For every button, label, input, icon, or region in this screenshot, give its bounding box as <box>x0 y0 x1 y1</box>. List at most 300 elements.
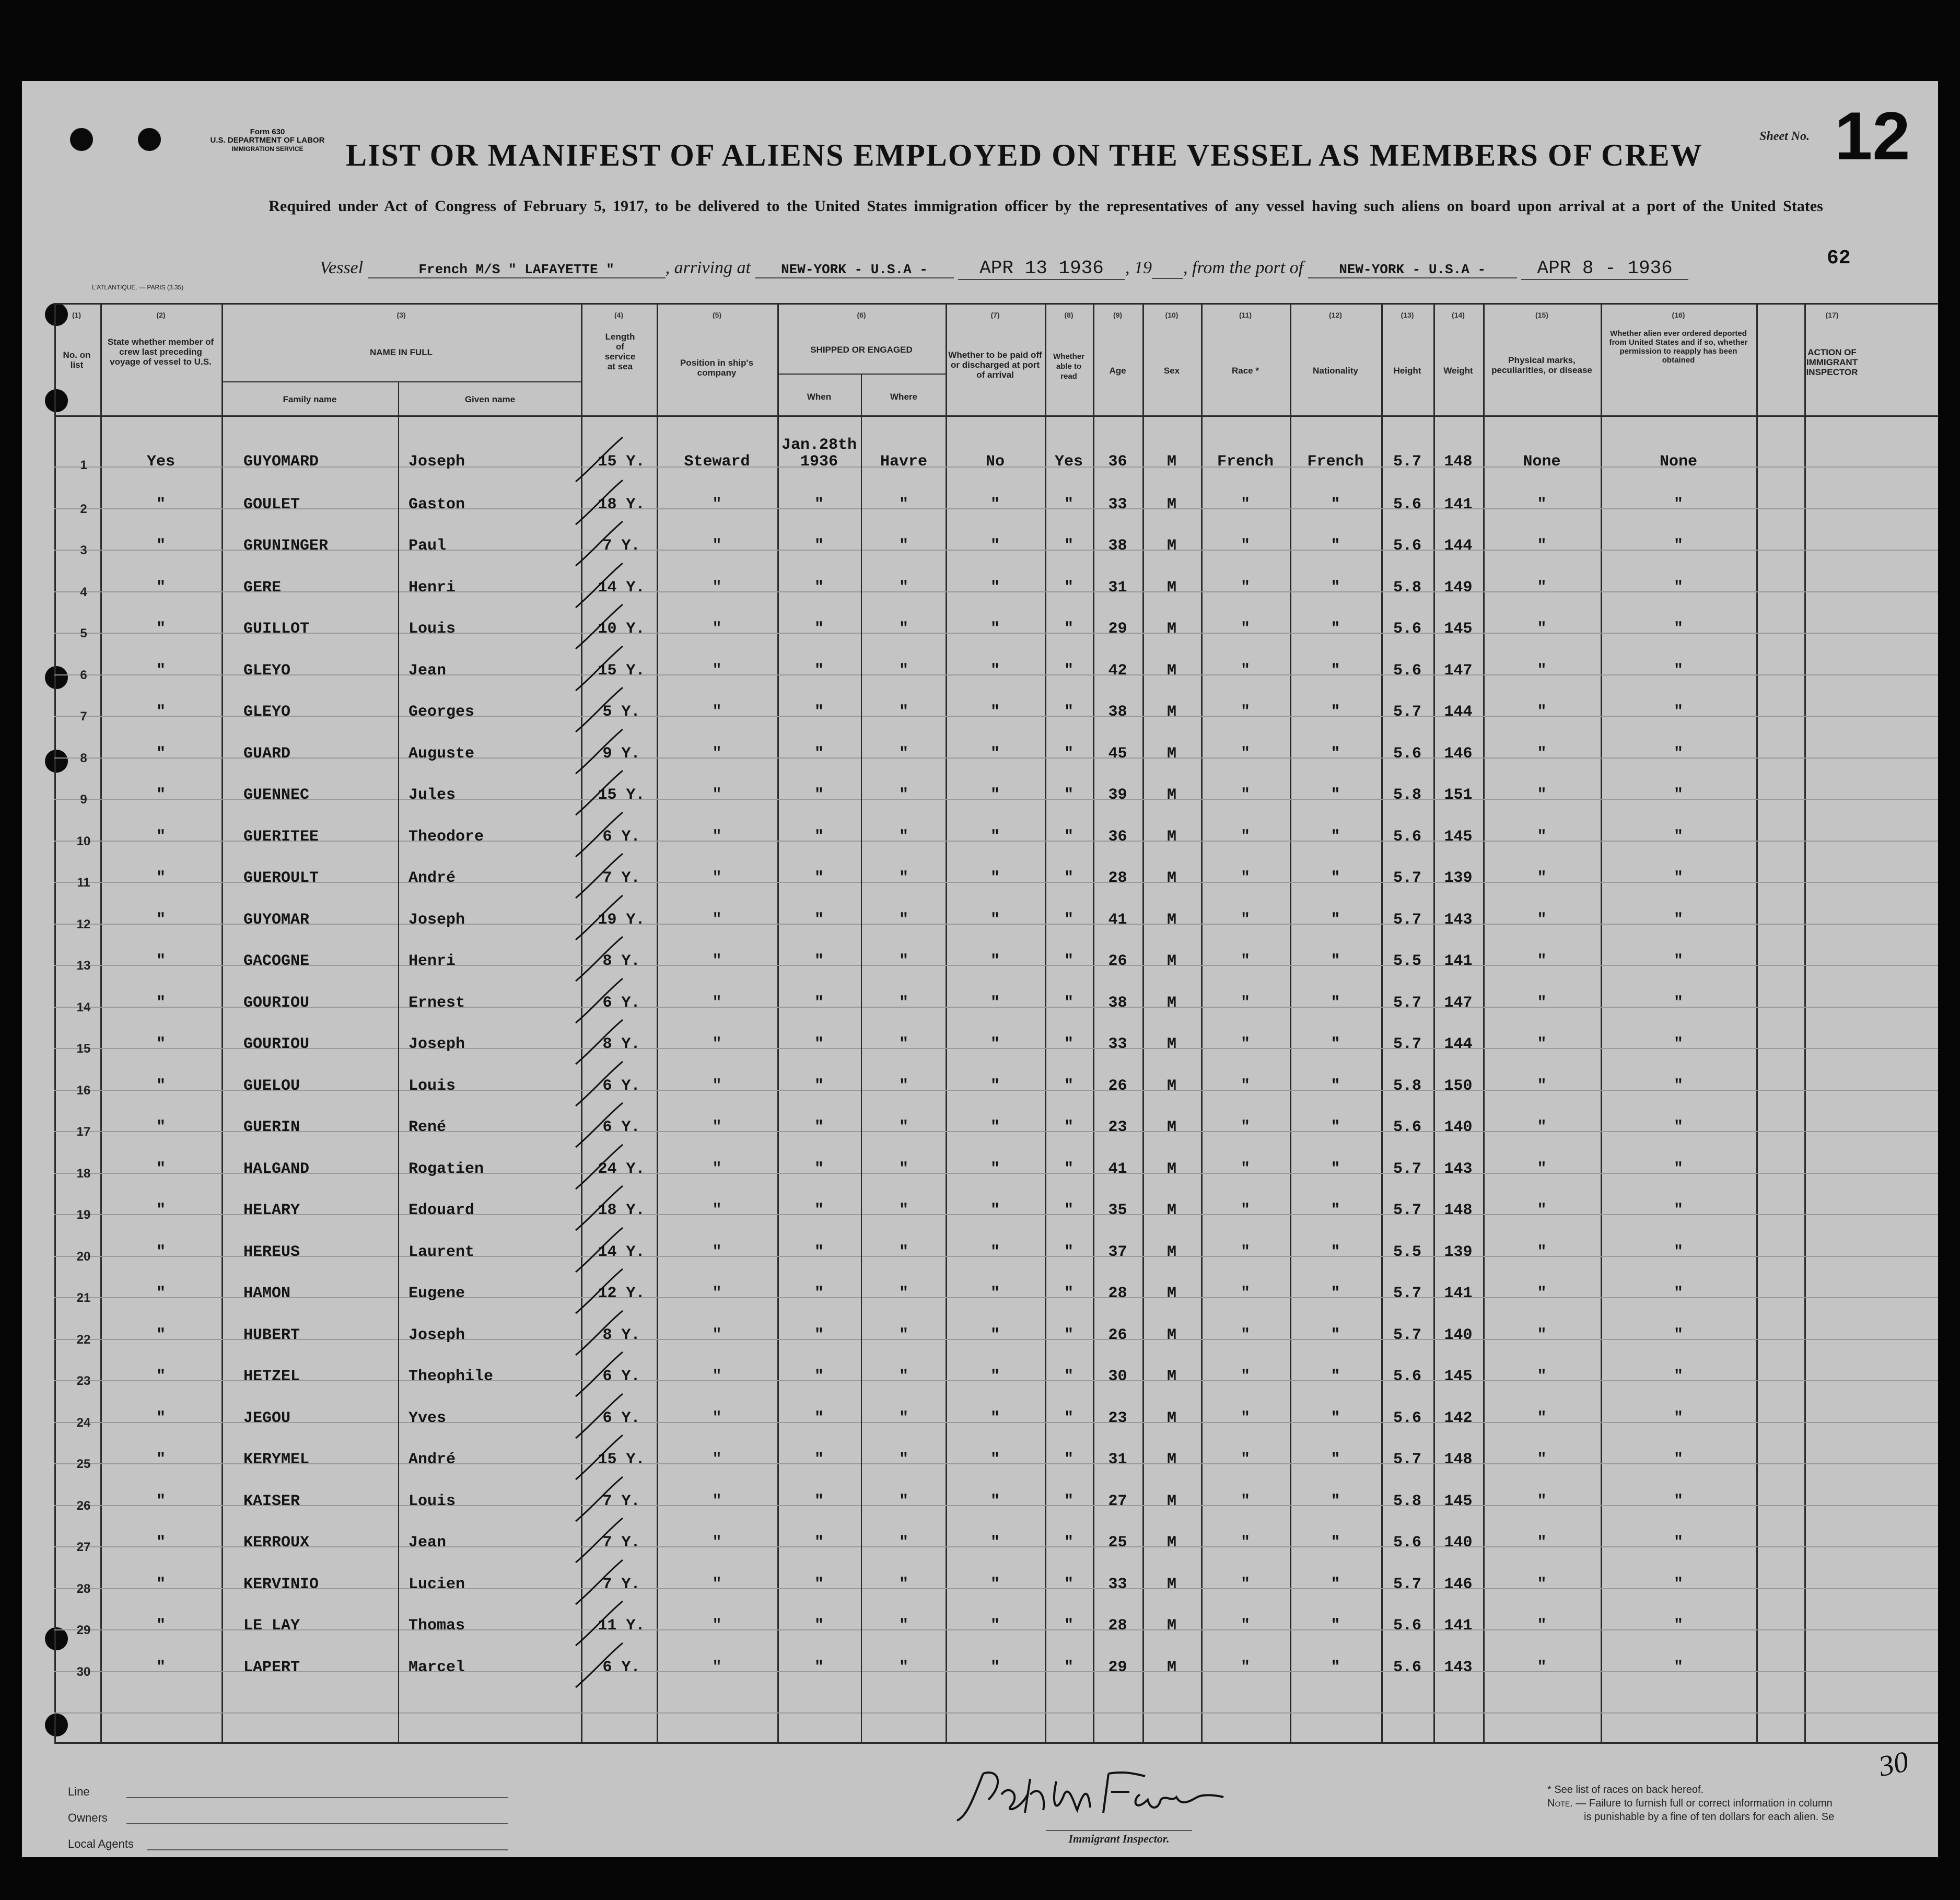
family-name-cell: GERE <box>243 579 282 597</box>
shipped-when-cell: " <box>814 1285 824 1302</box>
physical-marks-cell: " <box>1537 828 1547 846</box>
paid-off-cell: " <box>990 745 1000 763</box>
col4-number: (4) <box>614 311 624 319</box>
shipped-when-cell: " <box>814 911 824 929</box>
row-number: 6 <box>80 668 87 682</box>
paid-off-cell: " <box>990 579 1000 597</box>
physical-marks-cell: " <box>1537 1368 1547 1385</box>
sex-cell: M <box>1166 745 1176 763</box>
weight-cell: 139 <box>1444 1243 1473 1261</box>
shipped-when-cell: " <box>814 496 824 514</box>
prev-voyage-cell: " <box>156 703 166 721</box>
position-cell: " <box>712 1326 722 1344</box>
service-cell: 7 Y. <box>602 1576 640 1593</box>
sex-cell: M <box>1166 869 1176 887</box>
col10-heading: Sex <box>1163 366 1180 376</box>
nationality-cell: " <box>1331 1202 1340 1219</box>
col8-number: (8) <box>1064 311 1074 319</box>
shipped-when-cell: Jan.28th <box>781 436 857 454</box>
height-cell: 5.7 <box>1393 1202 1421 1219</box>
race-cell: " <box>1240 1451 1250 1468</box>
family-name-cell: JEGOU <box>243 1409 291 1427</box>
col16-heading: Whether alien ever ordered deported from United States and if so, whether permission to reapply has been obtained <box>1609 329 1748 365</box>
family-name-cell: GUERITEE <box>243 828 319 846</box>
weight-cell: 143 <box>1444 911 1473 929</box>
family-name-cell: GRUNINGER <box>243 537 329 555</box>
row-number: 22 <box>76 1333 91 1347</box>
shipped-where-cell: " <box>899 1493 908 1510</box>
height-cell: 5.5 <box>1393 952 1421 970</box>
paid-off-cell: " <box>990 1160 1000 1178</box>
department-name: U.S. DEPARTMENT OF LABOR <box>210 136 325 145</box>
row-number: 14 <box>76 1000 91 1015</box>
sex-cell: M <box>1166 1368 1176 1385</box>
age-cell: 23 <box>1108 1409 1127 1427</box>
check-stroke <box>576 771 623 815</box>
age-cell: 29 <box>1108 1659 1127 1676</box>
check-stroke <box>576 1269 623 1313</box>
race-cell: " <box>1240 1576 1250 1593</box>
crew-count: 62 <box>1827 247 1851 270</box>
age-cell: 41 <box>1108 911 1127 929</box>
position-cell: " <box>712 1534 722 1552</box>
position-cell: " <box>712 1493 722 1510</box>
shipped-when-cell: " <box>814 1409 824 1427</box>
check-stroke <box>576 812 623 857</box>
position-cell: " <box>712 1118 722 1136</box>
given-name-cell: Joseph <box>409 911 465 929</box>
family-name-cell: KERVINIO <box>243 1576 319 1593</box>
shipped-when-cell: " <box>814 1368 824 1385</box>
col3-family-heading: Family name <box>283 394 337 404</box>
page-title: LIST OR MANIFEST OF ALIENS EMPLOYED ON THE VESSEL AS MEMBERS OF CREW <box>346 138 1703 172</box>
deported-cell: " <box>1673 1534 1683 1552</box>
deported-cell: " <box>1673 1035 1683 1053</box>
family-name-cell: GUARD <box>243 745 291 763</box>
row-number: 5 <box>80 626 87 640</box>
line-label: Line <box>68 1785 90 1798</box>
deported-cell: " <box>1673 1077 1683 1095</box>
age-cell: 28 <box>1108 1285 1127 1302</box>
shipped-where-cell: " <box>899 496 908 514</box>
paid-off-cell: " <box>990 869 1000 887</box>
service-cell: 6 Y. <box>602 1368 640 1385</box>
race-cell: " <box>1240 994 1250 1012</box>
height-cell: 5.7 <box>1393 1160 1421 1178</box>
paid-off-cell: " <box>990 537 1000 555</box>
check-stroke <box>576 437 623 482</box>
row-number: 27 <box>76 1540 91 1554</box>
nationality-cell: " <box>1331 828 1340 846</box>
family-name-cell: HEREUS <box>243 1243 300 1261</box>
paid-off-cell: " <box>990 1077 1000 1095</box>
shipped-when-cell: " <box>814 1077 824 1095</box>
given-name-cell: Jean <box>409 1534 447 1552</box>
deported-cell: " <box>1673 786 1683 804</box>
col5-heading: Position in ship's company <box>680 358 754 378</box>
position-cell: " <box>712 1202 722 1219</box>
given-name-cell: Gaston <box>409 496 465 514</box>
position-cell: " <box>712 952 722 970</box>
shipped-where-cell: " <box>899 703 908 721</box>
sex-cell: M <box>1166 703 1176 721</box>
physical-marks-cell: " <box>1537 1077 1547 1095</box>
sex-cell: M <box>1166 1326 1176 1344</box>
weight-cell: 142 <box>1444 1409 1473 1427</box>
check-stroke <box>576 646 623 691</box>
given-name-cell: Ernest <box>409 994 465 1012</box>
check-stroke <box>576 978 623 1023</box>
able-to-read-cell: " <box>1064 496 1074 514</box>
age-cell: 26 <box>1108 1326 1127 1344</box>
sex-cell: M <box>1166 994 1176 1012</box>
prev-voyage-cell: " <box>156 1285 166 1302</box>
position-cell: " <box>712 994 722 1012</box>
nationality-cell: " <box>1331 1285 1340 1302</box>
row-number: 26 <box>76 1499 91 1513</box>
height-cell: 5.6 <box>1393 1118 1421 1136</box>
col3-number: (3) <box>396 311 406 319</box>
able-to-read-cell: Yes <box>1054 453 1083 471</box>
vessel-name: French M/S " LAFAYETTE " <box>368 262 666 278</box>
physical-marks-cell: " <box>1537 1451 1547 1468</box>
service-cell: 9 Y. <box>602 745 640 763</box>
shipped-where-cell: Havre <box>880 453 927 471</box>
family-name-cell: HALGAND <box>243 1160 310 1178</box>
col3-heading: NAME IN FULL <box>370 347 433 357</box>
paid-off-cell: " <box>990 1326 1000 1344</box>
deported-cell: " <box>1673 1202 1683 1219</box>
position-cell: " <box>712 1243 722 1261</box>
shipped-where-cell: " <box>899 1077 908 1095</box>
family-name-cell: GUENNEC <box>243 786 310 804</box>
col16-number: (16) <box>1672 311 1685 319</box>
shipped-when-cell: " <box>814 786 824 804</box>
able-to-read-cell: " <box>1064 1534 1074 1552</box>
sex-cell: M <box>1166 537 1176 555</box>
height-cell: 5.6 <box>1393 1534 1421 1552</box>
position-cell: " <box>712 1285 722 1302</box>
family-name-cell: KAISER <box>243 1493 300 1510</box>
check-stroke <box>576 729 623 774</box>
height-cell: 5.7 <box>1393 1285 1421 1302</box>
service-cell: 8 Y. <box>602 952 640 970</box>
from-port: NEW-YORK - U.S.A - <box>1308 262 1517 278</box>
age-cell: 33 <box>1108 1035 1127 1053</box>
given-name-cell: Theophile <box>409 1368 494 1385</box>
service-cell: 15 Y. <box>598 1451 645 1468</box>
check-stroke <box>576 687 623 732</box>
arriving-label: , arriving at <box>665 258 751 277</box>
nationality-cell: " <box>1331 1160 1340 1178</box>
printer-imprint: L'ATLANTIQUE. — PARIS (3.35) <box>92 284 184 291</box>
paid-off-cell: " <box>990 1659 1000 1676</box>
physical-marks-cell: " <box>1537 537 1547 555</box>
given-name-cell: André <box>409 1451 456 1468</box>
deported-cell: " <box>1673 1368 1683 1385</box>
height-cell: 5.7 <box>1393 1326 1421 1344</box>
check-stroke <box>576 1435 623 1479</box>
height-cell: 5.6 <box>1393 745 1421 763</box>
physical-marks-cell: " <box>1537 703 1547 721</box>
position-cell: " <box>712 1451 722 1468</box>
given-name-cell: Eugene <box>409 1285 465 1302</box>
prev-voyage-cell: " <box>156 1534 166 1552</box>
check-stroke <box>576 1518 623 1563</box>
weight-cell: 141 <box>1444 496 1473 514</box>
given-name-cell: Jean <box>409 662 447 680</box>
prev-voyage-cell: " <box>156 952 166 970</box>
height-cell: 5.8 <box>1393 1493 1421 1510</box>
nationality-cell: " <box>1331 1118 1340 1136</box>
height-cell: 5.7 <box>1393 911 1421 929</box>
nationality-cell: " <box>1331 1659 1340 1676</box>
service-cell: 7 Y. <box>602 1493 640 1510</box>
position-cell: " <box>712 828 722 846</box>
deported-cell: " <box>1673 1160 1683 1178</box>
check-stroke <box>576 1352 623 1396</box>
physical-marks-cell: " <box>1537 1035 1547 1053</box>
sex-cell: M <box>1166 1285 1176 1302</box>
shipped-when-cell: " <box>814 1243 824 1261</box>
able-to-read-cell: " <box>1064 1576 1074 1593</box>
paid-off-cell: " <box>990 1534 1000 1552</box>
age-cell: 33 <box>1108 496 1127 514</box>
service-cell: 24 Y. <box>598 1160 645 1178</box>
race-cell: " <box>1240 1202 1250 1219</box>
col12-heading: Nationality <box>1313 366 1358 376</box>
service-cell: 12 Y. <box>598 1285 645 1302</box>
height-cell: 5.6 <box>1393 828 1421 846</box>
service-cell: 7 Y. <box>602 537 640 555</box>
able-to-read-cell: " <box>1064 1326 1074 1344</box>
able-to-read-cell: " <box>1064 1285 1074 1302</box>
sex-cell: M <box>1166 1451 1176 1468</box>
service-cell: 6 Y. <box>602 828 640 846</box>
race-cell: " <box>1240 1659 1250 1676</box>
row-number: 1 <box>80 458 87 472</box>
family-name-cell: HELARY <box>243 1202 300 1219</box>
sex-cell: M <box>1166 453 1176 471</box>
given-name-cell: René <box>409 1118 447 1136</box>
shipped-where-cell: " <box>899 1285 908 1302</box>
height-cell: 5.6 <box>1393 662 1421 680</box>
service-cell: 18 Y. <box>598 496 645 514</box>
row-number: 9 <box>80 792 87 807</box>
paid-off-cell: " <box>990 1202 1000 1219</box>
age-cell: 33 <box>1108 1576 1127 1593</box>
given-name-cell: Auguste <box>409 745 475 763</box>
shipped-where-cell: " <box>899 1617 908 1635</box>
height-cell: 5.7 <box>1393 703 1421 721</box>
race-cell: " <box>1240 1077 1250 1095</box>
owners-blank <box>126 1823 508 1824</box>
shipped-when-cell: " <box>814 1659 824 1676</box>
family-name-cell: HUBERT <box>243 1326 300 1344</box>
agents-blank <box>147 1849 508 1850</box>
prev-voyage-cell: " <box>156 745 166 763</box>
age-cell: 42 <box>1108 662 1127 680</box>
note-label: Note. <box>1547 1798 1573 1809</box>
weight-cell: 144 <box>1444 1035 1473 1053</box>
col17-heading: ACTION OF IMMIGRANT INSPECTOR <box>1806 347 1858 377</box>
check-stroke <box>576 1186 623 1230</box>
family-name-cell: GUELOU <box>243 1077 300 1095</box>
family-name-cell: GOURIOU <box>243 1035 310 1053</box>
position-cell: " <box>712 1659 722 1676</box>
check-stroke <box>576 480 623 524</box>
row-number: 15 <box>76 1042 91 1056</box>
service-cell: 6 Y. <box>602 1118 640 1136</box>
service-cell: 6 Y. <box>602 994 640 1012</box>
arrival-date: APR 13 1936 <box>958 258 1125 280</box>
row-number: 23 <box>76 1374 91 1388</box>
given-name-cell: Joseph <box>409 1326 465 1344</box>
nationality-cell: " <box>1331 786 1340 804</box>
col14-heading: Weight <box>1443 366 1473 376</box>
position-cell: " <box>712 1077 722 1095</box>
able-to-read-cell: " <box>1064 1160 1074 1178</box>
nationality-cell: " <box>1331 1534 1340 1552</box>
race-cell: " <box>1240 911 1250 929</box>
position-cell: " <box>712 620 722 638</box>
height-cell: 5.7 <box>1393 994 1421 1012</box>
family-name-cell: GOULET <box>243 496 300 514</box>
deported-cell: " <box>1673 828 1683 846</box>
check-stroke <box>576 1103 623 1147</box>
shipped-when-year-cell: 1936 <box>800 453 838 471</box>
shipped-when-cell: " <box>814 579 824 597</box>
row-number: 10 <box>76 834 91 848</box>
position-cell: " <box>712 703 722 721</box>
shipped-when-cell: " <box>814 1576 824 1593</box>
age-cell: 27 <box>1108 1493 1127 1510</box>
service-cell: 6 Y. <box>602 1077 640 1095</box>
check-stroke <box>576 1394 623 1438</box>
sex-cell: M <box>1166 911 1176 929</box>
weight-cell: 141 <box>1444 952 1473 970</box>
departure-date: APR 8 - 1936 <box>1521 258 1688 280</box>
service-cell: 15 Y. <box>598 786 645 804</box>
nationality-cell: " <box>1331 869 1340 887</box>
margin-tally-note: 30 <box>1876 1745 1911 1784</box>
paid-off-cell: " <box>990 1243 1000 1261</box>
col9-heading: Age <box>1109 366 1126 376</box>
age-cell: 41 <box>1108 1160 1127 1178</box>
shipped-when-cell: " <box>814 620 824 638</box>
row-number: 3 <box>80 543 87 557</box>
position-cell: " <box>712 1576 722 1593</box>
able-to-read-cell: " <box>1064 1617 1074 1635</box>
deported-cell: " <box>1673 1576 1683 1593</box>
row-number: 28 <box>76 1582 91 1596</box>
service-cell: 10 Y. <box>598 620 645 638</box>
nationality-cell: " <box>1331 1035 1340 1053</box>
nationality-cell: " <box>1331 911 1340 929</box>
position-cell: " <box>712 1160 722 1178</box>
given-name-cell: Georges <box>409 703 475 721</box>
prev-voyage-cell: " <box>156 620 166 638</box>
shipped-where-cell: " <box>899 1243 908 1261</box>
nationality-cell: " <box>1331 1243 1340 1261</box>
check-stroke <box>576 854 623 898</box>
weight-cell: 146 <box>1444 1576 1473 1593</box>
family-name-cell: GUYOMAR <box>243 911 310 929</box>
paid-off-cell: " <box>990 662 1000 680</box>
shipped-when-cell: " <box>814 1118 824 1136</box>
shipped-where-cell: " <box>899 745 908 763</box>
row-number: 18 <box>76 1167 91 1181</box>
service-cell: 14 Y. <box>598 579 645 597</box>
deported-cell: " <box>1673 662 1683 680</box>
line-blank <box>126 1797 508 1798</box>
prev-voyage-cell: " <box>156 537 166 555</box>
shipped-where-cell: " <box>899 1576 908 1593</box>
races-note: * See list of races on back hereof. <box>1547 1784 1704 1796</box>
service-cell: 7 Y. <box>602 1534 640 1552</box>
physical-marks-cell: " <box>1537 620 1547 638</box>
prev-voyage-cell: " <box>156 1409 166 1427</box>
row-number: 13 <box>76 959 91 973</box>
prev-voyage-cell: " <box>156 1576 166 1593</box>
check-stroke <box>576 1643 623 1687</box>
prev-voyage-cell: " <box>156 1035 166 1053</box>
prev-voyage-cell: Yes <box>146 453 175 471</box>
height-cell: 5.6 <box>1393 537 1421 555</box>
deported-cell: " <box>1673 620 1683 638</box>
sex-cell: M <box>1166 786 1176 804</box>
height-cell: 5.8 <box>1393 579 1421 597</box>
height-cell: 5.5 <box>1393 1243 1421 1261</box>
shipped-where-cell: " <box>899 620 908 638</box>
height-cell: 5.7 <box>1393 1576 1421 1593</box>
paid-off-cell: " <box>990 1035 1000 1053</box>
shipped-where-cell: " <box>899 1451 908 1468</box>
family-name-cell: HETZEL <box>243 1368 300 1385</box>
deported-cell: " <box>1673 1409 1683 1427</box>
row-number: 25 <box>76 1457 91 1471</box>
family-name-cell: GUERIN <box>243 1118 300 1136</box>
shipped-where-cell: " <box>899 1118 908 1136</box>
weight-cell: 145 <box>1444 1493 1473 1510</box>
deported-cell: " <box>1673 1617 1683 1635</box>
race-cell: " <box>1240 1243 1250 1261</box>
sex-cell: M <box>1166 1534 1176 1552</box>
age-cell: 31 <box>1108 579 1127 597</box>
family-name-cell: HAMON <box>243 1285 291 1302</box>
height-cell: 5.6 <box>1393 1368 1421 1385</box>
col11-number: (11) <box>1239 311 1252 319</box>
age-cell: 31 <box>1108 1451 1127 1468</box>
weight-cell: 146 <box>1444 745 1473 763</box>
nationality-cell: " <box>1331 1617 1340 1635</box>
physical-marks-cell: " <box>1537 869 1547 887</box>
service-cell: 18 Y. <box>598 1202 645 1219</box>
physical-marks-cell: " <box>1537 1243 1547 1261</box>
race-cell: " <box>1240 703 1250 721</box>
page-subtitle: Required under Act of Congress of February 5, 1917, to be delivered to the United States immigration officer by the representatives of any vessel having such aliens on board upon arrival at a port of the United States <box>269 197 1823 215</box>
race-cell: " <box>1240 869 1250 887</box>
age-cell: 28 <box>1108 869 1127 887</box>
age-cell: 37 <box>1108 1243 1127 1261</box>
service-cell: 15 Y. <box>598 662 645 680</box>
weight-cell: 147 <box>1444 662 1473 680</box>
weight-cell: 140 <box>1444 1118 1473 1136</box>
race-cell: " <box>1240 1617 1250 1635</box>
deported-cell: " <box>1673 537 1683 555</box>
check-stroke <box>576 937 623 981</box>
col6-heading: SHIPPED OR ENGAGED <box>810 345 913 355</box>
